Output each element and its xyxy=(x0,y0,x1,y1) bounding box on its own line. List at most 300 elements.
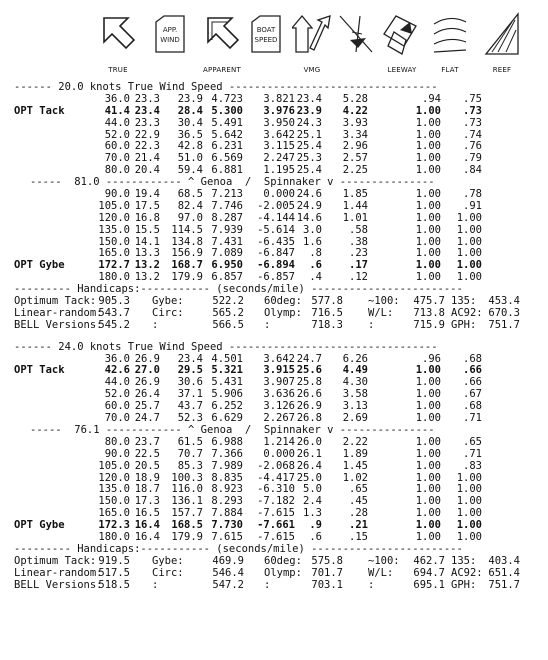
handicap-value: 453.4 xyxy=(488,295,520,308)
table-cell: 25.1 xyxy=(296,128,322,141)
table-cell: 1.00 xyxy=(456,471,482,484)
table-cell: 90.0 xyxy=(104,447,130,460)
handicap-label: : xyxy=(264,578,271,591)
apparent-wind-box-icon xyxy=(150,12,190,58)
table-cell: 14.1 xyxy=(134,235,160,248)
table-cell: 8.293 xyxy=(211,495,243,508)
table-cell: 26.9 xyxy=(134,376,160,389)
handicap-value: 575.8 xyxy=(311,554,343,567)
icon-label-flat: FLAT xyxy=(441,66,459,74)
table-cell: 30.6 xyxy=(177,376,203,389)
table-cell: 3.93 xyxy=(342,116,368,129)
true-wind-arrow-icon xyxy=(98,12,138,58)
handicap-label: ~100: xyxy=(368,295,400,308)
table-cell: 136.1 xyxy=(171,495,203,508)
heel-boat-icon xyxy=(336,12,376,58)
table-cell: .65 xyxy=(463,435,482,448)
table-cell: 157.7 xyxy=(171,507,203,520)
table-cell: 150.0 xyxy=(98,235,130,248)
table-cell: 24.7 xyxy=(134,412,160,425)
table-cell: 16.4 xyxy=(134,530,160,543)
table-cell: 70.7 xyxy=(177,447,203,460)
table-cell: 2.22 xyxy=(342,435,368,448)
table-cell: 6.252 xyxy=(211,400,243,413)
handicap-value: 577.8 xyxy=(311,295,343,308)
table-cell: -6.857 xyxy=(257,271,295,284)
table-cell: 17.5 xyxy=(134,199,160,212)
handicap-label: Circ: xyxy=(152,566,184,579)
heel-tool[interactable] xyxy=(330,8,382,80)
table-row xyxy=(0,118,548,130)
vmg-arrows-icon xyxy=(292,12,332,58)
table-cell: 8.835 xyxy=(211,471,243,484)
table-cell: -4.417 xyxy=(257,471,295,484)
handicaps-header-text: --------- Handicaps:----------- (seconds/mile) ------------------------ xyxy=(14,283,463,296)
table-cell: 5.0 xyxy=(303,483,322,496)
table-cell: 1.00 xyxy=(456,211,482,224)
table-cell: 16.8 xyxy=(134,211,160,224)
table-cell: .71 xyxy=(463,412,482,425)
table-cell: 1.00 xyxy=(415,495,441,508)
handicap-label: W/L: xyxy=(368,306,394,319)
table-cell: 13.2 xyxy=(134,259,160,272)
table-cell: 30.4 xyxy=(177,116,203,129)
apparent-wind-tool[interactable] xyxy=(144,8,196,80)
handicap-value: 670.3 xyxy=(488,306,520,319)
flat-tool[interactable] xyxy=(424,8,476,80)
table-cell: 1.00 xyxy=(415,530,441,543)
handicaps-header xyxy=(0,544,548,556)
table-cell: 5.300 xyxy=(211,104,243,117)
handicap-label: W/L: xyxy=(368,566,394,579)
handicap-label: Olymp: xyxy=(264,566,302,579)
table-cell: 26.9 xyxy=(296,400,322,413)
table-cell: .68 xyxy=(463,352,482,365)
table-cell: 1.6 xyxy=(303,235,322,248)
table-cell: 44.0 xyxy=(104,376,130,389)
table-cell: 1.00 xyxy=(415,188,441,201)
table-cell: .91 xyxy=(463,199,482,212)
table-cell: 180.0 xyxy=(98,530,130,543)
table-cell: 16.5 xyxy=(134,507,160,520)
table-cell: 135.0 xyxy=(98,223,130,236)
handicap-value: 716.5 xyxy=(311,306,343,319)
table-cell: .65 xyxy=(349,483,368,496)
table-cell: 2.4 xyxy=(303,495,322,508)
table-cell: 172.7 xyxy=(98,259,130,272)
table-cell: .75 xyxy=(463,92,482,105)
table-cell: -7.615 xyxy=(257,530,295,543)
table-cell: 1.00 xyxy=(415,223,441,236)
handicap-value: 546.4 xyxy=(212,566,244,579)
handicap-label: : xyxy=(152,578,159,591)
table-cell: 1.00 xyxy=(415,435,441,448)
table-cell: .74 xyxy=(463,128,482,141)
table-cell: 4.723 xyxy=(211,92,243,105)
table-cell: 36.0 xyxy=(104,352,130,365)
handicap-label: : xyxy=(152,318,159,331)
table-cell: 6.988 xyxy=(211,435,243,448)
table-cell: .84 xyxy=(463,164,482,177)
handicap-label: AC92: xyxy=(451,566,483,579)
table-cell: 179.9 xyxy=(171,271,203,284)
handicap-label: Gybe: xyxy=(152,295,184,308)
table-cell: 116.0 xyxy=(171,483,203,496)
table-cell: 24.3 xyxy=(296,116,322,129)
table-cell: 25.6 xyxy=(296,364,322,377)
table-cell: 70.0 xyxy=(104,412,130,425)
table-cell: -7.182 xyxy=(257,495,295,508)
handicap-value: 543.7 xyxy=(98,306,130,319)
table-cell: .96 xyxy=(422,352,441,365)
table-cell: 25.8 xyxy=(296,376,322,389)
table-cell: 1.00 xyxy=(415,271,441,284)
table-cell: 23.9 xyxy=(296,104,322,117)
table-cell: 28.4 xyxy=(177,104,203,117)
table-cell: 1.00 xyxy=(456,247,482,260)
handicap-value: 694.7 xyxy=(413,566,445,579)
table-cell: 1.00 xyxy=(456,519,482,532)
table-cell: 1.00 xyxy=(415,412,441,425)
table-cell: 21.4 xyxy=(134,152,160,165)
handicap-label: BELL Versions: xyxy=(14,578,103,591)
table-cell: 6.950 xyxy=(211,259,243,272)
table-cell: 180.0 xyxy=(98,271,130,284)
opt-tack-label: OPT Tack xyxy=(14,104,65,117)
table-cell: 5.28 xyxy=(342,92,368,105)
table-cell: 3.34 xyxy=(342,128,368,141)
table-cell: 4.30 xyxy=(342,376,368,389)
table-cell: 135.0 xyxy=(98,483,130,496)
handicap-label: GPH: xyxy=(451,578,477,591)
handicap-value: 703.1 xyxy=(311,578,343,591)
handicap-value: 522.2 xyxy=(212,295,244,308)
boat-speed-tool[interactable] xyxy=(240,8,292,80)
handicap-label: Optimum Tack: xyxy=(14,554,97,567)
table-cell: 1.00 xyxy=(415,247,441,260)
table-cell: 1.00 xyxy=(415,199,441,212)
table-cell: 13.3 xyxy=(134,247,160,260)
table-cell: 1.00 xyxy=(456,507,482,520)
table-cell: -5.614 xyxy=(257,223,295,236)
svg-text:WIND: WIND xyxy=(160,36,180,44)
svg-text:APP.: APP. xyxy=(162,26,178,34)
table-cell: .23 xyxy=(349,247,368,260)
table-cell: 1.00 xyxy=(415,483,441,496)
table-cell: 25.4 xyxy=(296,164,322,177)
table-cell: 0.000 xyxy=(263,447,295,460)
handicap-value: 462.7 xyxy=(413,554,445,567)
table-cell: 7.213 xyxy=(211,188,243,201)
handicap-value: 517.5 xyxy=(98,566,130,579)
table-cell: 6.629 xyxy=(211,412,243,425)
table-cell: 1.00 xyxy=(415,259,441,272)
table-cell: 2.57 xyxy=(342,152,368,165)
table-cell: 3.907 xyxy=(263,376,295,389)
handicap-label: Gybe: xyxy=(152,554,184,567)
table-cell: 7.939 xyxy=(211,223,243,236)
table-cell: 3.950 xyxy=(263,116,295,129)
table-cell: 70.0 xyxy=(104,152,130,165)
table-cell: 7.366 xyxy=(211,447,243,460)
table-cell: .83 xyxy=(463,459,482,472)
table-cell: 3.976 xyxy=(263,104,295,117)
table-cell: 43.7 xyxy=(177,400,203,413)
handicap-label: Optimum Tack: xyxy=(14,295,97,308)
table-cell: 29.5 xyxy=(177,364,203,377)
table-cell: 22.9 xyxy=(134,128,160,141)
table-cell: .28 xyxy=(349,507,368,520)
table-cell: -7.661 xyxy=(257,519,295,532)
table-cell: 4.22 xyxy=(342,104,368,117)
table-cell: .73 xyxy=(463,104,482,117)
table-cell: 2.247 xyxy=(263,152,295,165)
table-cell: 3.915 xyxy=(263,364,295,377)
handicap-label: Circ: xyxy=(152,306,184,319)
table-cell: 26.4 xyxy=(296,459,322,472)
table-cell: 6.881 xyxy=(211,164,243,177)
table-cell: 105.0 xyxy=(98,199,130,212)
table-cell: 1.214 xyxy=(263,435,295,448)
table-cell: 1.00 xyxy=(456,483,482,496)
table-cell: 1.00 xyxy=(415,507,441,520)
icon-toolbar xyxy=(0,0,548,80)
table-cell: 6.26 xyxy=(342,352,368,365)
icon-label-vmg: VMG xyxy=(303,66,321,74)
table-cell: 6.569 xyxy=(211,152,243,165)
table-cell: 27.0 xyxy=(134,364,160,377)
icon-label-reef: REEF xyxy=(492,66,512,74)
sail-divider-text: ----- 81.0 ------------ ^ Genoa / Spinnaker v --------------- xyxy=(30,176,435,189)
table-cell: 1.44 xyxy=(342,199,368,212)
table-cell: 7.884 xyxy=(211,507,243,520)
handicap-value: 919.5 xyxy=(98,554,130,567)
handicap-label: 60deg: xyxy=(264,295,302,308)
boat-speed-box-icon xyxy=(246,12,286,58)
handicap-label: Linear-random: xyxy=(14,566,103,579)
table-cell: .76 xyxy=(463,140,482,153)
table-cell: 1.00 xyxy=(415,164,441,177)
table-cell: 1.45 xyxy=(342,459,368,472)
section-header-text: ------ 20.0 knots True Wind Speed --------------------------------- xyxy=(14,81,438,93)
handicap-label: : xyxy=(264,318,271,331)
handicap-value: 701.7 xyxy=(311,566,343,579)
table-cell: 24.7 xyxy=(296,352,322,365)
table-cell: 3.13 xyxy=(342,400,368,413)
table-cell: 2.96 xyxy=(342,140,368,153)
table-cell: .45 xyxy=(349,495,368,508)
handicap-row xyxy=(0,556,548,568)
table-cell: 1.00 xyxy=(415,447,441,460)
table-cell: .9 xyxy=(309,519,322,532)
table-cell: 1.00 xyxy=(415,471,441,484)
table-cell: 90.0 xyxy=(104,188,130,201)
table-cell: 7.089 xyxy=(211,247,243,260)
handicap-value: 518.5 xyxy=(98,578,130,591)
table-cell: 26.8 xyxy=(296,412,322,425)
table-cell: 1.00 xyxy=(456,235,482,248)
handicap-value: 545.2 xyxy=(98,318,130,331)
table-cell: 5.431 xyxy=(211,376,243,389)
polar-report xyxy=(0,82,548,591)
table-cell: 3.0 xyxy=(303,223,322,236)
table-row xyxy=(0,201,548,213)
table-cell: 5.321 xyxy=(211,364,243,377)
table-cell: 120.0 xyxy=(98,211,130,224)
table-cell: 1.01 xyxy=(342,211,368,224)
table-cell: -6.435 xyxy=(257,235,295,248)
handicap-label: ~100: xyxy=(368,554,400,567)
table-cell: 23.4 xyxy=(177,352,203,365)
handicap-value: 566.5 xyxy=(212,318,244,331)
icon-label-leeway: LEEWAY xyxy=(387,66,417,74)
table-cell: 25.7 xyxy=(134,400,160,413)
handicap-value: 469.9 xyxy=(212,554,244,567)
table-cell: .38 xyxy=(349,235,368,248)
table-cell: 51.0 xyxy=(177,152,203,165)
section-header-text: ------ 24.0 knots True Wind Speed --------------------------------- xyxy=(14,340,438,353)
handicap-value: 905.3 xyxy=(98,295,130,308)
table-cell: 8.287 xyxy=(211,211,243,224)
table-cell: 1.00 xyxy=(456,495,482,508)
table-cell: .94 xyxy=(422,92,441,105)
table-cell: 18.9 xyxy=(134,471,160,484)
table-cell: 60.0 xyxy=(104,140,130,153)
handicaps-header-text: --------- Handicaps:----------- (seconds/mile) ------------------------ xyxy=(14,542,463,555)
table-cell: 24.6 xyxy=(296,188,322,201)
table-cell: 22.5 xyxy=(134,447,160,460)
table-cell: 14.6 xyxy=(296,211,322,224)
flat-sail-icon xyxy=(430,12,470,58)
handicap-value: 751.7 xyxy=(488,318,520,331)
handicap-value: 695.1 xyxy=(413,578,445,591)
reef-tool[interactable] xyxy=(476,8,528,80)
handicap-row xyxy=(0,568,548,580)
table-cell: 20.4 xyxy=(134,164,160,177)
table-cell: 5.642 xyxy=(211,128,243,141)
table-cell: 1.00 xyxy=(415,400,441,413)
true-wind-tool[interactable] xyxy=(92,8,144,80)
table-cell: 52.0 xyxy=(104,128,130,141)
table-cell: 8.923 xyxy=(211,483,243,496)
icon-label-true: TRUE xyxy=(108,66,128,74)
table-cell: 19.4 xyxy=(134,188,160,201)
table-cell: 25.4 xyxy=(296,140,322,153)
table-cell: 52.3 xyxy=(177,412,203,425)
handicap-value: 403.4 xyxy=(488,554,520,567)
table-cell: 23.9 xyxy=(177,92,203,105)
table-cell: .8 xyxy=(309,247,322,260)
table-cell: 105.0 xyxy=(98,459,130,472)
table-cell: 1.00 xyxy=(415,140,441,153)
handicap-label: 135: xyxy=(451,554,477,567)
table-cell: -6.310 xyxy=(257,483,295,496)
table-cell: 26.4 xyxy=(134,388,160,401)
table-cell: 2.25 xyxy=(342,164,368,177)
table-cell: 172.3 xyxy=(98,519,130,532)
table-cell: 97.0 xyxy=(177,211,203,224)
table-cell: 4.49 xyxy=(342,364,368,377)
leeway-tool[interactable] xyxy=(376,8,428,80)
table-cell: .58 xyxy=(349,223,368,236)
table-cell: 1.02 xyxy=(342,471,368,484)
table-cell: 1.85 xyxy=(342,188,368,201)
table-cell: 22.3 xyxy=(134,140,160,153)
table-cell: 80.0 xyxy=(104,435,130,448)
table-cell: 68.5 xyxy=(177,188,203,201)
svg-text:SPEED: SPEED xyxy=(254,36,278,44)
table-cell: 1.195 xyxy=(263,164,295,177)
table-cell: .4 xyxy=(309,271,322,284)
handicap-value: 751.7 xyxy=(488,578,520,591)
table-cell: 41.4 xyxy=(104,104,130,117)
table-cell: -2.068 xyxy=(257,459,295,472)
table-cell: .21 xyxy=(349,519,368,532)
table-cell: 85.3 xyxy=(177,459,203,472)
table-cell: 179.9 xyxy=(171,530,203,543)
table-cell: .17 xyxy=(349,259,368,272)
table-cell: 156.9 xyxy=(171,247,203,260)
table-cell: 23.3 xyxy=(134,116,160,129)
opt-gybe-label: OPT Gybe xyxy=(14,519,65,532)
table-cell: 1.00 xyxy=(415,388,441,401)
handicap-value: 651.4 xyxy=(488,566,520,579)
table-cell: 26.1 xyxy=(296,447,322,460)
handicap-label: Olymp: xyxy=(264,306,302,319)
table-cell: -7.615 xyxy=(257,507,295,520)
table-row xyxy=(0,213,548,225)
table-cell: 2.69 xyxy=(342,412,368,425)
table-cell: 3.58 xyxy=(342,388,368,401)
handicap-label: Linear-random: xyxy=(14,306,103,319)
handicap-value: 475.7 xyxy=(413,295,445,308)
table-cell: 1.00 xyxy=(415,519,441,532)
table-cell: 1.00 xyxy=(415,459,441,472)
table-cell: 15.5 xyxy=(134,223,160,236)
table-cell: 5.906 xyxy=(211,388,243,401)
table-cell: 1.00 xyxy=(415,128,441,141)
table-cell: .6 xyxy=(309,530,322,543)
table-cell: 5.491 xyxy=(211,116,243,129)
handicap-value: 718.3 xyxy=(311,318,343,331)
table-cell: 13.2 xyxy=(134,271,160,284)
table-cell: 23.3 xyxy=(134,92,160,105)
table-cell: 165.0 xyxy=(98,507,130,520)
table-cell: 0.000 xyxy=(263,188,295,201)
table-cell: 1.00 xyxy=(415,104,441,117)
table-cell: 61.5 xyxy=(177,435,203,448)
table-cell: 18.7 xyxy=(134,483,160,496)
table-cell: 52.0 xyxy=(104,388,130,401)
table-cell: .66 xyxy=(463,364,482,377)
table-cell: 3.126 xyxy=(263,400,295,413)
icon-label-apparent: APPARENT xyxy=(203,66,241,74)
table-cell: 1.00 xyxy=(415,376,441,389)
table-cell: .78 xyxy=(463,188,482,201)
table-cell: 23.4 xyxy=(134,104,160,117)
table-cell: 26.0 xyxy=(296,435,322,448)
table-cell: 100.3 xyxy=(171,471,203,484)
table-cell: 7.746 xyxy=(211,199,243,212)
table-row xyxy=(0,461,548,473)
table-cell: .68 xyxy=(463,400,482,413)
table-cell: 82.4 xyxy=(177,199,203,212)
table-cell: -4.144 xyxy=(257,211,295,224)
handicap-label: GPH: xyxy=(451,318,477,331)
table-cell: 26.9 xyxy=(134,352,160,365)
table-cell: 26.6 xyxy=(296,388,322,401)
table-cell: -6.847 xyxy=(257,247,295,260)
